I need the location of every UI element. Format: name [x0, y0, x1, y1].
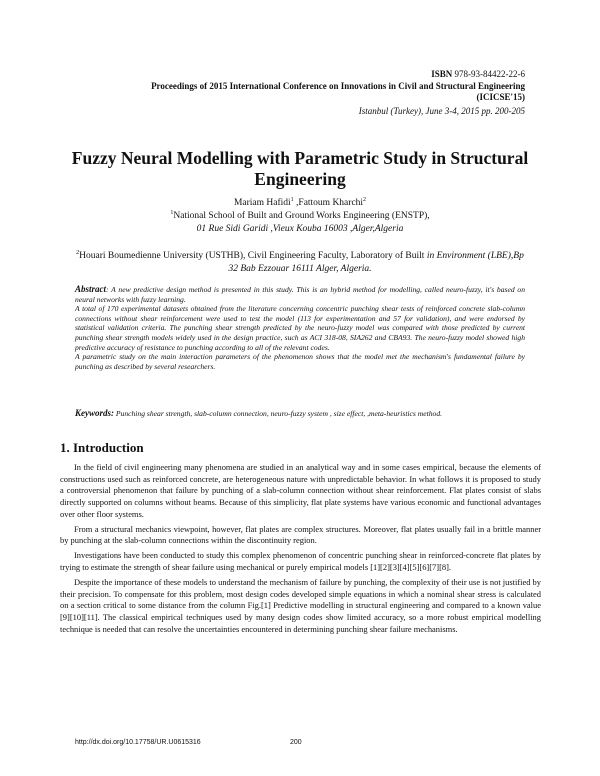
abstract-label: Abstract [75, 284, 107, 294]
conference-name [55, 81, 525, 103]
isbn-line [431, 69, 525, 79]
author-2-sup: 2 [363, 196, 367, 203]
affiliation-2-text-a: Houari Boumedienne University (USTHB), Civil Engineering Faculty, Laboratory of Built [79, 251, 427, 261]
abstract-p1: : A new predictive design method is presented in this study. This is an hybrid method for modelling, called neuro-fuzzy, it's based on neural networks with fuzzy learning. [75, 285, 525, 304]
isbn-value: 978-93-84422-22-6 [452, 69, 525, 79]
introduction-body [60, 462, 541, 639]
authors [0, 198, 600, 208]
keywords-text: Punching shear strength, slab-column connection, neuro-fuzzy system , size effect, ,meta-heuristics method. [114, 409, 443, 418]
keywords-label: Keywords: [75, 408, 114, 418]
affiliation-1-sup: 1 [170, 209, 174, 216]
conference-line-1: Proceedings of 2015 International Conference on Innovations in Civil and Structural Engineering [151, 81, 525, 91]
author-1-sup: 1 [290, 196, 294, 203]
paper-title-line-1: Fuzzy Neural Modelling with Parametric Study in Structural [71, 148, 529, 168]
affiliation-1-line-1: National School of Built and Ground Works Engineering (ENSTP), [173, 211, 430, 221]
footer-doi: http://dx.doi.org/10.17758/UR.U0615316 [75, 739, 201, 746]
affiliation-2 [75, 250, 525, 275]
intro-paragraph-4: Despite the importance of these models to understand the mechanism of failure by punching, the complexity of their use is not justified by their precision. To compensate for this problem, most design codes developed simple equations in which a nominal shear stress is calculated on a section critical to some distance from the column Fig.[1] Predictive modelling in structural engineering and compared to a known value [9][10][11]. The classical empirical techniques used by many design codes show limited accuracy, so a more robust empirical modelling technique is needed that can resolve the uncertainties encountered in determining punching shear failure mechanisms. [60, 576, 541, 634]
intro-paragraph-1: In the field of civil engineering many phenomena are studied in an analytical way and in some cases empirical, because the elements of constructions used such as reinforced concrete, are heterogeneous nature with unpredictable behavior. In what follows it is proposed to study a controversial phenomenon that failure by punching of a slab-column connection without shear reinforcement. Flat plates consist of slabs directly supported on columns without beams. Because of this simplicity, flat plate systems have various economic and functional advantages over other floor systems. [60, 462, 541, 519]
isbn-label: ISBN [431, 69, 453, 79]
affiliation-1-line-2: 01 Rue Sidi Garidi ,Vieux Kouba 16003 ,Alger,Algeria [196, 223, 404, 234]
affiliation-1 [75, 210, 525, 235]
paper-title-line-2: Engineering [254, 169, 346, 189]
abstract-p2: A total of 170 experimental datasets obtained from the literature concerning concentric punching shear tests of reinforced concrete slab-column connections without shear reinforcement were used to test the model (113 for experimentation and 57 for validation), and were endorsed by statistical validation criteria. The punching shear strength predicted by the neuro-fuzzy model was compared with those predicted by current punching shear strength models widely used in the design practice, such as ACI 318-08, SIA262 and CBA93. The neuro-fuzzy model showed high predictive accuracy of resistance to punching according to all of the relevant codes. [75, 304, 525, 352]
keywords [75, 408, 525, 419]
abstract [75, 285, 525, 371]
affiliation-2-text-b: in Environment (LBE),Bp 32 Bab Ezzouar 16111 Alger, Algeria. [228, 251, 524, 274]
author-1: Mariam Hafidi [233, 198, 291, 208]
conference-location-dates: Istanbul (Turkey), June 3-4, 2015 pp. 200-205 [358, 106, 525, 116]
author-2: ,Fattoum Kharchi [293, 198, 364, 208]
abstract-p3: A parametric study on the main interaction parameters of the phenomenon shows that the model met the mechanism's fundamental failure by punching as described by several researchers. [75, 352, 525, 371]
paper-title [60, 148, 540, 190]
footer-page-number: 200 [290, 739, 302, 746]
intro-paragraph-2: From a structural mechanics viewpoint, however, flat plates are complex structures. Moreover, flat plates usually fail in a brittle manner by punching at the slab-column connections within the discontinuity region. [60, 523, 541, 546]
affiliation-2-sup: 2 [76, 249, 80, 256]
intro-paragraph-3: Investigations have been conducted to study this complex phenomenon of concentric punching shear in reinforced-concrete flat plates by trying to estimate the strength of shear failure using mechanical or purely empirical models [1][2][3][4][5][6][7][8]. [60, 550, 541, 572]
conference-line-2: (ICICSE'15) [476, 92, 525, 102]
section-heading-introduction: 1. Introduction [60, 440, 144, 455]
